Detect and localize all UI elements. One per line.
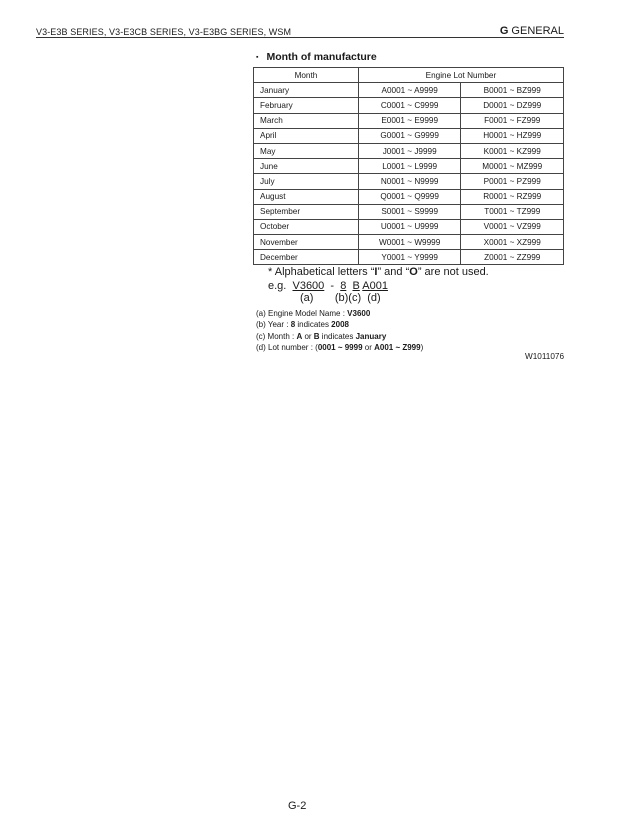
- lot-range-2-cell: F0001 ~ FZ999: [461, 113, 564, 128]
- table-row: [254, 219, 564, 234]
- note-mid: ” and “: [377, 266, 410, 278]
- table-row: [254, 235, 564, 250]
- section-title-text: Month of manufacture: [266, 51, 377, 63]
- bullet-icon: ▪: [256, 54, 259, 61]
- lot-range-1-cell: C0001 ~ C9999: [358, 98, 461, 113]
- lot-range-2-cell: P0001 ~ PZ999: [461, 174, 564, 189]
- lot-range-2-cell: M0001 ~ MZ999: [461, 159, 564, 174]
- legend-label: (c) Month :: [256, 331, 297, 341]
- legend-text: ): [420, 343, 424, 353]
- month-cell: August: [254, 189, 359, 204]
- month-cell: July: [254, 174, 359, 189]
- legend-text: or: [302, 331, 314, 341]
- month-cell: March: [254, 113, 359, 128]
- legend-value: January: [355, 331, 387, 341]
- lot-range-2-cell: R0001 ~ RZ999: [461, 189, 564, 204]
- section-letter: G: [499, 25, 509, 37]
- col-month-header: Month: [254, 68, 359, 83]
- example-year: 8: [340, 280, 347, 292]
- table-row: [254, 159, 564, 174]
- table-row: [254, 174, 564, 189]
- lot-range-1-cell: A0001 ~ A9999: [358, 83, 461, 98]
- example-line: [268, 280, 388, 292]
- table-row: [254, 113, 564, 128]
- example-model: V3600: [292, 280, 325, 292]
- table-row: [254, 143, 564, 158]
- table-row: [254, 83, 564, 98]
- legend-text: indicates: [319, 331, 356, 341]
- page-number: G-2: [288, 800, 307, 812]
- lot-range-1-cell: G0001 ~ G9999: [358, 128, 461, 143]
- unused-letters-note: [268, 266, 489, 278]
- table-row: [254, 189, 564, 204]
- lot-range-1-cell: Q0001 ~ Q9999: [358, 189, 461, 204]
- document-code: W1011076: [525, 352, 564, 361]
- month-cell: November: [254, 235, 359, 250]
- lot-range-1-cell: N0001 ~ N9999: [358, 174, 461, 189]
- lot-range-1-cell: J0001 ~ J9999: [358, 143, 461, 158]
- lot-range-1-cell: L0001 ~ L9999: [358, 159, 461, 174]
- example-month: B: [352, 280, 360, 292]
- example-label-bcd: (b)(c) (d): [334, 292, 381, 304]
- section-name: GENERAL: [511, 25, 564, 37]
- legend-value: 0001 ~ 9999: [317, 343, 363, 353]
- legend-value: 8: [290, 320, 296, 330]
- month-cell: December: [254, 250, 359, 265]
- legend-label: (b) Year :: [256, 320, 291, 330]
- example-dash: -: [330, 280, 335, 292]
- table-row: [254, 250, 564, 265]
- note-prefix: * Alphabetical letters “: [268, 266, 375, 278]
- lot-range-2-cell: B0001 ~ BZ999: [461, 83, 564, 98]
- month-cell: January: [254, 83, 359, 98]
- example-labels: [300, 292, 381, 304]
- header-series: V3-E3B SERIES, V3-E3CB SERIES, V3-E3BG SERIES, WSM: [36, 27, 292, 37]
- month-cell: September: [254, 204, 359, 219]
- header-rule: [36, 37, 564, 38]
- example-lot: A001: [362, 280, 388, 292]
- legend-value: A: [296, 331, 303, 341]
- legend-value: A001 ~ Z999: [374, 343, 421, 353]
- table-row: [254, 98, 564, 113]
- legend-value: B: [313, 331, 320, 341]
- legend-value: 2008: [331, 320, 349, 330]
- example-prefix: e.g.: [268, 280, 287, 292]
- lot-range-2-cell: V0001 ~ VZ999: [461, 219, 564, 234]
- month-cell: October: [254, 219, 359, 234]
- header-section: [500, 25, 564, 37]
- lot-number-table: [253, 67, 564, 265]
- lot-range-1-cell: W0001 ~ W9999: [358, 235, 461, 250]
- legend-text: indicates: [295, 320, 332, 330]
- month-cell: May: [254, 143, 359, 158]
- note-letter-o: O: [409, 266, 418, 278]
- note-suffix: ” are not used.: [417, 266, 489, 278]
- table-row: [254, 204, 564, 219]
- lot-range-2-cell: Z0001 ~ ZZ999: [461, 250, 564, 265]
- legend-label: (d) Lot number : (: [256, 343, 318, 353]
- legend-item-d: [256, 342, 423, 353]
- section-title: [256, 51, 377, 63]
- lot-range-1-cell: Y0001 ~ Y9999: [358, 250, 461, 265]
- table-header-row: [254, 68, 564, 83]
- legend-text: or: [362, 343, 375, 353]
- example-label-a: (a): [300, 292, 314, 304]
- lot-range-2-cell: K0001 ~ KZ999: [461, 143, 564, 158]
- legend-list: [256, 308, 423, 354]
- lot-range-2-cell: D0001 ~ DZ999: [461, 98, 564, 113]
- lot-range-2-cell: T0001 ~ TZ999: [461, 204, 564, 219]
- lot-range-1-cell: U0001 ~ U9999: [358, 219, 461, 234]
- month-cell: June: [254, 159, 359, 174]
- lot-range-2-cell: H0001 ~ HZ999: [461, 128, 564, 143]
- lot-range-1-cell: E0001 ~ E9999: [358, 113, 461, 128]
- month-cell: February: [254, 98, 359, 113]
- col-lot-header: Engine Lot Number: [358, 68, 563, 83]
- note-letter-i: I: [374, 266, 378, 278]
- legend-item-a: [256, 308, 423, 319]
- legend-item-b: [256, 319, 423, 330]
- table-row: [254, 128, 564, 143]
- lot-range-2-cell: X0001 ~ XZ999: [461, 235, 564, 250]
- legend-value: V3600: [347, 309, 371, 318]
- legend-item-c: [256, 331, 423, 342]
- legend-label: (a) Engine Model Name :: [256, 309, 348, 318]
- month-cell: April: [254, 128, 359, 143]
- lot-range-1-cell: S0001 ~ S9999: [358, 204, 461, 219]
